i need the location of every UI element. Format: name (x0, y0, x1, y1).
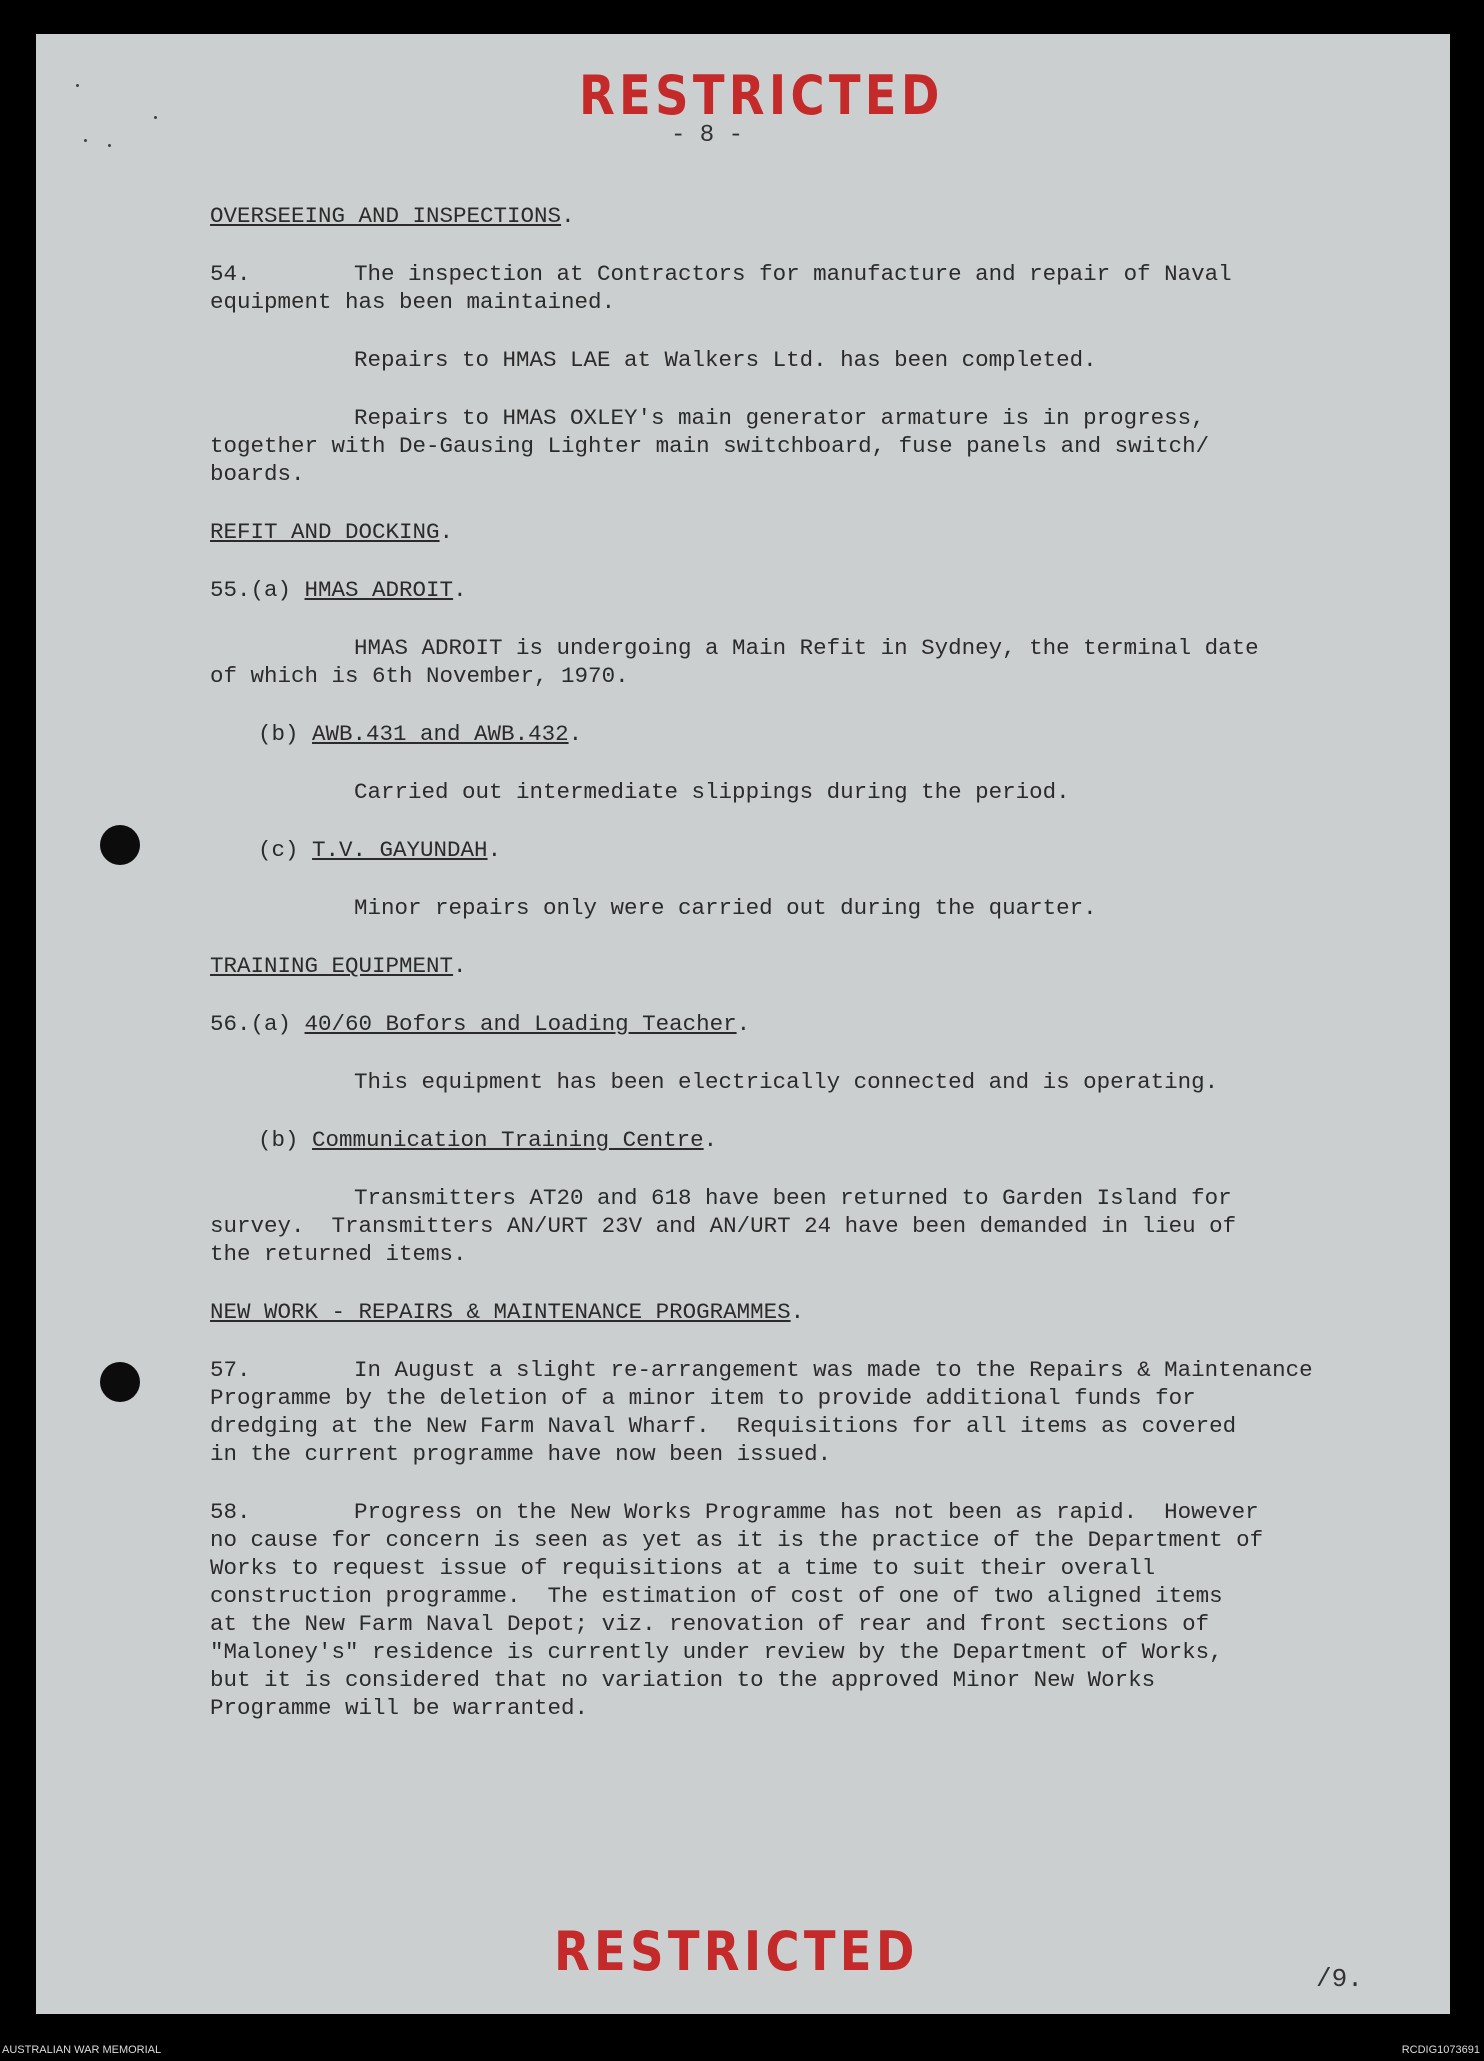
paragraph-54-line2: equipment has been maintained. (210, 289, 616, 315)
page-number: - 8 - (671, 122, 744, 149)
paragraph-54: 54. The inspection at Contractors for manufacture and repair of Naval (210, 261, 1232, 287)
paragraph-58-line6: "Maloney's" residence is currently under review by the Department of Works, (210, 1639, 1223, 1665)
paragraph-54-lae: Repairs to HMAS LAE at Walkers Ltd. has been completed. (354, 347, 1097, 373)
paragraph-58-line5: at the New Farm Naval Depot; viz. renovation of rear and front sections of (210, 1611, 1210, 1637)
paragraph-58-line2: no cause for concern is seen as yet as it is the practice of the Department of (210, 1527, 1264, 1553)
section-heading-training: TRAINING EQUIPMENT. (210, 953, 467, 979)
section-heading-new-work: NEW WORK - REPAIRS & MAINTENANCE PROGRAMMES. (210, 1299, 805, 1325)
paragraph-58-line7: but it is considered that no variation to the approved Minor New Works (210, 1667, 1156, 1693)
paragraph-55a-title: 55.(a) HMAS ADROIT. (210, 577, 467, 603)
paragraph-55b-title: (b) AWB.431 and AWB.432. (258, 721, 583, 747)
footer-archive-id: RCDIG1073691 (1401, 2044, 1480, 2056)
paragraph-55a-line2: of which is 6th November, 1970. (210, 663, 629, 689)
restricted-stamp-top: RESTRICTED (579, 64, 944, 127)
paragraph-57-line2: Programme by the deletion of a minor item to provide additional funds for (210, 1385, 1196, 1411)
restricted-stamp-bottom: RESTRICTED (554, 1920, 919, 1983)
paragraph-57-line4: in the current programme have now been issued. (210, 1441, 832, 1467)
speck (154, 116, 157, 119)
paragraph-58-line8: Programme will be warranted. (210, 1695, 589, 1721)
paragraph-56b-title: (b) Communication Training Centre. (258, 1127, 718, 1153)
paragraph-58: 58. Progress on the New Works Programme has not been as rapid. However (210, 1499, 1259, 1525)
paragraph-56b-line3: the returned items. (210, 1241, 467, 1267)
speck (84, 139, 87, 142)
paragraph-57: 57. In August a slight re-arrangement was made to the Repairs & Maintenance (210, 1357, 1313, 1383)
punch-hole (100, 825, 140, 865)
continuation-marker: /9. (1316, 1964, 1363, 1994)
paragraph-55a: HMAS ADROIT is undergoing a Main Refit in Sydney, the terminal date (354, 635, 1259, 661)
footer-archive-name: AUSTRALIAN WAR MEMORIAL (2, 2044, 162, 2056)
paragraph-55b: Carried out intermediate slippings during the period. (354, 779, 1070, 805)
paragraph-57-line3: dredging at the New Farm Naval Wharf. Requisitions for all items as covered (210, 1413, 1237, 1439)
paragraph-56a: This equipment has been electrically connected and is operating. (354, 1069, 1219, 1095)
punch-hole (100, 1362, 140, 1402)
section-heading-overseeing: OVERSEEING AND INSPECTIONS. (210, 203, 575, 229)
paragraph-56b: Transmitters AT20 and 618 have been returned to Garden Island for (354, 1185, 1232, 1211)
paragraph-54-oxley-line2: together with De-Gausing Lighter main switchboard, fuse panels and switch/ (210, 433, 1210, 459)
paragraph-56b-line2: survey. Transmitters AN/URT 23V and AN/URT 24 have been demanded in lieu of (210, 1213, 1237, 1239)
speck (76, 84, 79, 87)
paragraph-58-line4: construction programme. The estimation of cost of one of two aligned items (210, 1583, 1223, 1609)
paragraph-55c-title: (c) T.V. GAYUNDAH. (258, 837, 502, 863)
document-page (36, 34, 1450, 2014)
document-body (210, 202, 1400, 1722)
paragraph-54-oxley: Repairs to HMAS OXLEY's main generator armature is in progress, (354, 405, 1205, 431)
section-heading-refit: REFIT AND DOCKING. (210, 519, 454, 545)
speck (108, 144, 111, 147)
paragraph-56a-title: 56.(a) 40/60 Bofors and Loading Teacher. (210, 1011, 751, 1037)
paragraph-54-oxley-line3: boards. (210, 461, 305, 487)
paragraph-55c: Minor repairs only were carried out during the quarter. (354, 895, 1097, 921)
paragraph-58-line3: Works to request issue of requisitions at a time to suit their overall (210, 1555, 1156, 1581)
